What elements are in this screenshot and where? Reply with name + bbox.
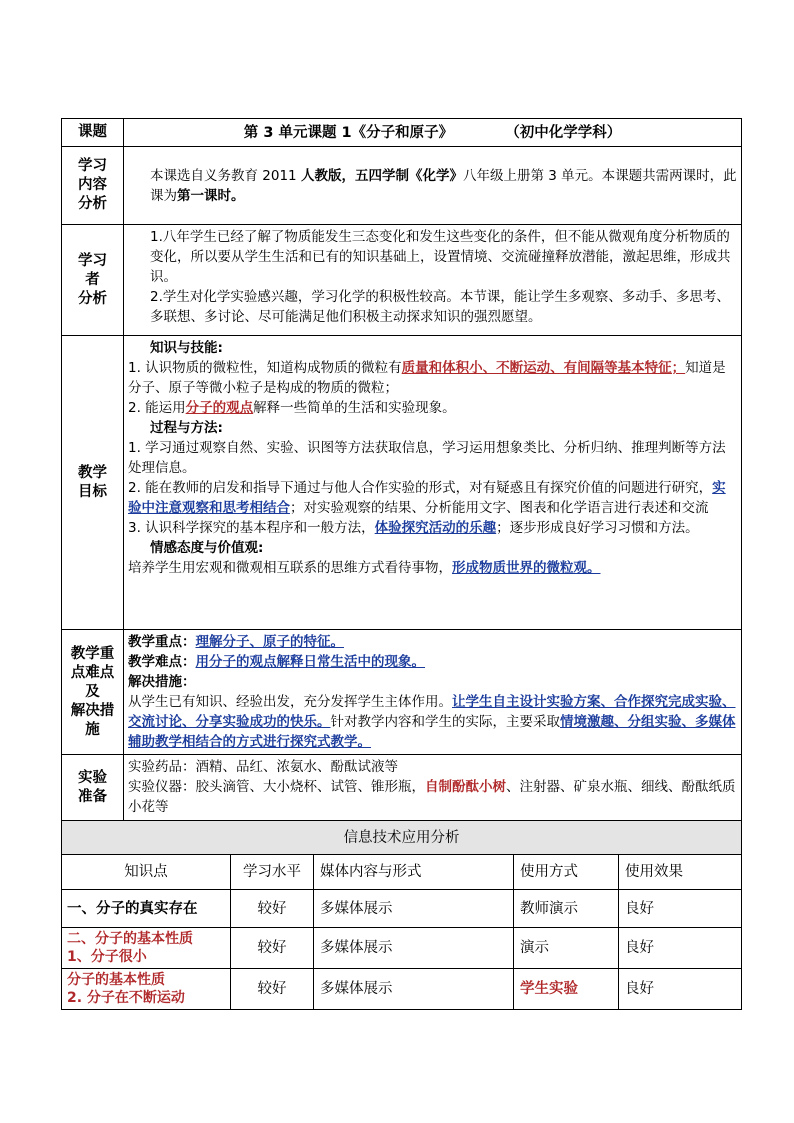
learner-paragraph-1: 1.八年学生已经了解了物质能发生三态变化和发生这些变化的条件，但不能从微观角度分析物质的变化，所以要从学生生活和已有的知识基础上，设置情境、交流碰撞释放潜能，激起思维，形成共识。 — [150, 229, 731, 285]
topic-cell — [62, 969, 231, 1010]
lesson-title-text: 第 3 单元课题 1《分子和原子》 — [243, 124, 454, 141]
label-line: 者 — [85, 271, 100, 288]
label-line: 学习 — [78, 252, 107, 269]
lesson-plan-document — [61, 118, 741, 1010]
method-cell: 教师演示 — [514, 890, 619, 928]
emphasis-red: 质量和体积小、不断运动、有间隔等基本特征； — [401, 360, 686, 376]
level-cell: 较好 — [231, 969, 314, 1010]
lesson-title — [124, 119, 742, 147]
it-table-header — [62, 855, 742, 890]
text-segment: 八年级上册第 3 单元。本课题共需两课时，此课为 — [150, 167, 737, 204]
measures-label: 解决措施： — [128, 674, 196, 690]
column-header: 知识点 — [62, 855, 231, 890]
label-line: 教学重 — [70, 645, 115, 662]
column-header: 学习水平 — [231, 855, 314, 890]
goal-item: 1. 学习通过观察自然、实验、识图等方法获取信息，学习运用想象类比、分析归纳、推理判断等方法处理信息。 — [128, 440, 726, 476]
label-line: 分析 — [78, 196, 107, 212]
text-segment: 本课选自义务教育 2011 — [150, 167, 301, 184]
lesson-plan-table — [61, 118, 742, 1010]
emphasis-blue: 用分子的观点解释日常生活中的现象。 — [195, 654, 425, 670]
topic-line: 2. 分子在不断运动 — [67, 990, 185, 1006]
emphasis-red: 分子的观点 — [185, 400, 254, 416]
key-points-row — [62, 630, 742, 755]
reagents-line: 实验药品：酒精、品红、浓氨水、酚酞试液等 — [128, 759, 398, 775]
label-line: 分析 — [78, 290, 107, 307]
experiment-prep-text — [124, 755, 742, 821]
goal-item: 1. 认识物质的微粒性，知道构成物质的微粒有质量和体积小、不断运动、有间隔等基本特征；知道是分子、原子等微小粒子是构成的物质的微粒； — [128, 360, 726, 396]
it-section-title: 信息技术应用分析 — [62, 821, 742, 855]
experiment-prep-label — [62, 755, 124, 821]
method-cell: 学生实验 — [514, 969, 619, 1010]
topic-line: 二、分子的基本性质 — [67, 931, 193, 947]
method-cell: 演示 — [514, 928, 619, 969]
label-line: 实验 — [78, 769, 107, 786]
goals-heading-process: 过程与方法: — [150, 420, 223, 436]
media-cell: 多媒体展示 — [314, 969, 514, 1010]
goal-item: 培养学生用宏观和微观相互联系的思维方式看待事物，形成物质世界的微粒观。 — [128, 560, 601, 576]
effect-cell: 良好 — [619, 890, 742, 928]
effect-cell: 良好 — [619, 928, 742, 969]
label-line: 目标 — [78, 483, 107, 500]
label-line: 学习 — [78, 158, 107, 174]
content-analysis-text — [124, 147, 742, 225]
emphasis-blue: 情境激趣、分组实验、多媒体辅助教学相结合的方式进行探究式教学。 — [128, 714, 736, 750]
text-segment-bold: 人教版，五四学制《化学》 — [300, 167, 463, 184]
teaching-goals-label — [62, 336, 124, 630]
table-row — [62, 969, 742, 1010]
goals-heading-attitude: 情感态度与价值观: — [150, 540, 264, 556]
label-line: 解决措 — [70, 702, 115, 719]
subject-text: （初中化学学科） — [505, 124, 622, 141]
difficulty-label: 教学难点： — [128, 654, 196, 670]
label-line: 教学 — [78, 464, 107, 481]
table-row — [62, 890, 742, 928]
topic-line: 1、分子很小 — [67, 949, 147, 965]
emphasis-blue: 实验中注意观察和思考相结合 — [128, 480, 726, 516]
header-row — [62, 119, 742, 147]
emphasis-blue: 形成物质世界的微粒观。 — [452, 560, 601, 576]
key-points-text: 教学重点：理解分子、原子的特征。 教学难点：用分子的观点解释日常生活中的现象。 解决措施： 从学生已有知识、经验出发，充分发挥学生主体作用。让学生自主设计实验方案、合作探究完成实验、交流讨论、分享实验成功的快乐。针对教学内容和学生的实际，主要采取情境激趣、分组实验、多媒体辅助教学相结合的方式进行探究式教学。 — [124, 630, 742, 755]
experiment-prep-row — [62, 755, 742, 821]
topic-label: 课题 — [62, 119, 124, 147]
goal-item: 2. 能运用分子的观点解释一些简单的生活和实验现象。 — [128, 400, 456, 416]
learner-analysis-text — [124, 225, 742, 336]
level-cell: 较好 — [231, 890, 314, 928]
level-cell: 较好 — [231, 928, 314, 969]
it-section-title-row — [62, 821, 742, 855]
learner-paragraph-2: 2.学生对化学实验感兴趣，学习化学的积极性较高。本节课，能让学生多观察、多动手、多思考、多联想、多讨论、尽可能满足他们积极主动探求知识的强烈愿望。 — [150, 289, 730, 325]
media-cell: 多媒体展示 — [314, 928, 514, 969]
effect-cell: 良好 — [619, 969, 742, 1010]
learner-analysis-label — [62, 225, 124, 336]
column-header: 使用效果 — [619, 855, 742, 890]
learner-analysis-row — [62, 225, 742, 336]
emphasis-blue: 体验探究活动的乐趣 — [374, 520, 497, 536]
teaching-goals-text — [124, 336, 742, 630]
label-line: 点难点 — [70, 664, 115, 681]
column-header: 使用方式 — [514, 855, 619, 890]
emphasis-blue: 理解分子、原子的特征。 — [195, 634, 344, 650]
label-line: 及 — [85, 683, 100, 700]
goal-item: 2. 能在教师的启发和指导下通过与他人合作实验的形式，对有疑惑且有探究价值的问题进行研究，实验中注意观察和思考相结合；对实验观察的结果、分析能用文字、图表和化学语言进行表述和交流 — [128, 480, 726, 516]
emphasis-red: 自制酚酞小树 — [425, 779, 506, 795]
teaching-goals-row — [62, 336, 742, 630]
column-header: 媒体内容与形式 — [314, 855, 514, 890]
content-analysis-row — [62, 147, 742, 225]
label-line: 准备 — [78, 788, 107, 805]
media-cell: 多媒体展示 — [314, 890, 514, 928]
topic-cell: 一、分子的真实存在 — [62, 890, 231, 928]
key-point-label: 教学重点： — [128, 634, 196, 650]
goal-item: 3. 认识科学探究的基本程序和一般方法，体验探究活动的乐趣；逐步形成良好学习习惯和方法。 — [128, 520, 699, 536]
label-line: 内容 — [78, 177, 107, 193]
goals-heading-knowledge: 知识与技能: — [150, 340, 223, 356]
text-segment-bold: 第一课时。 — [177, 187, 245, 204]
label-line: 施 — [85, 721, 100, 738]
instruments-line: 实验仪器：胶头滴管、大小烧杯、试管、锥形瓶，自制酚酞小树、注射器、矿泉水瓶、细线、酚酞纸质小花等 — [128, 779, 736, 815]
topic-cell — [62, 928, 231, 969]
key-points-label — [62, 630, 124, 755]
content-analysis-label — [62, 147, 124, 225]
table-row — [62, 928, 742, 969]
emphasis-blue: 让学生自主设计实验方案、合作探究完成实验、交流讨论、分享实验成功的快乐。 — [128, 694, 736, 730]
topic-line: 分子的基本性质 — [67, 972, 165, 988]
